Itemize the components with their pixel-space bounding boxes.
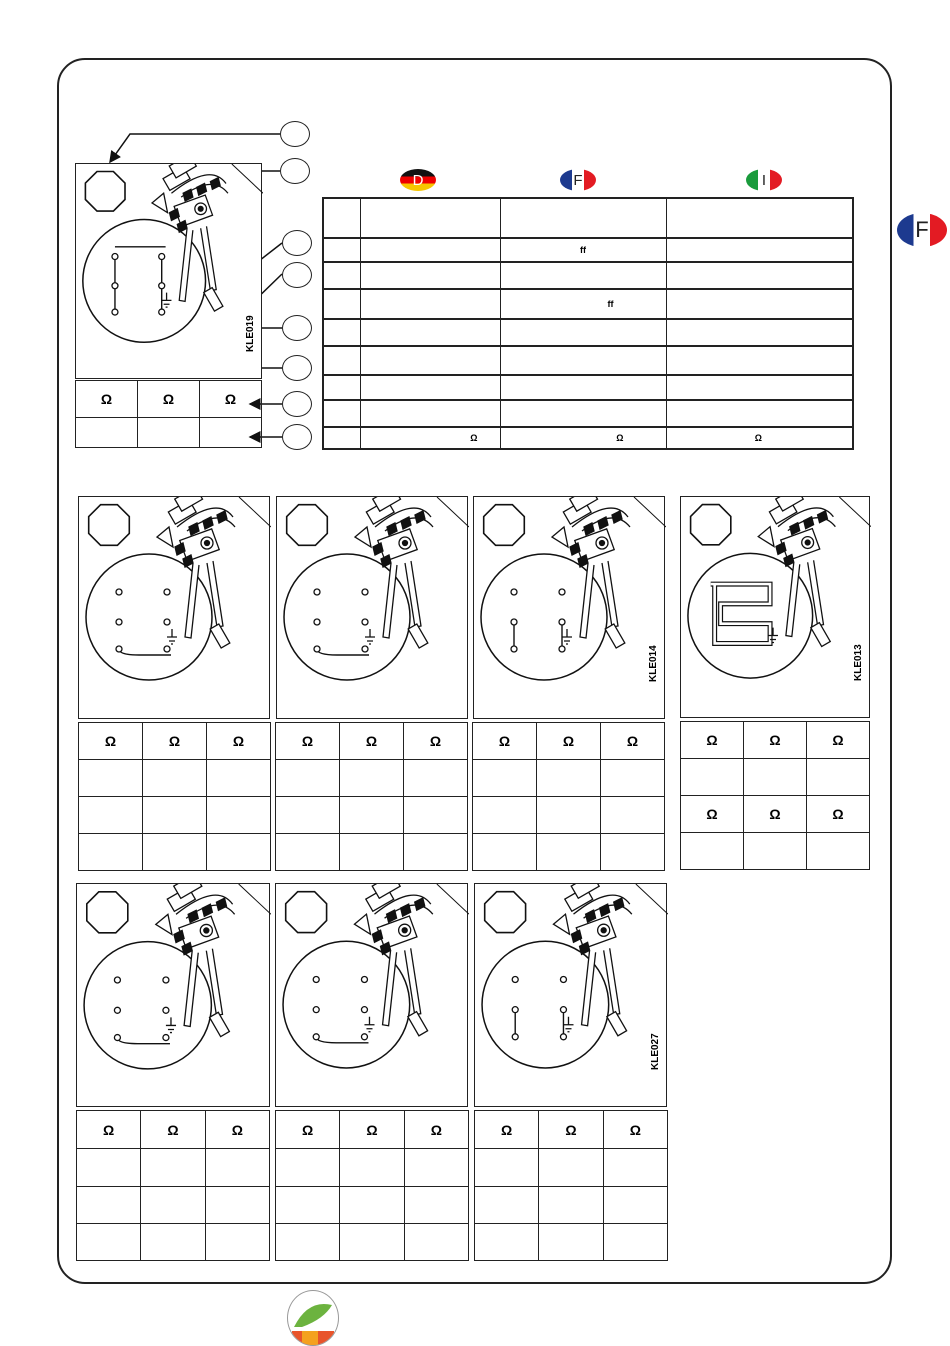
ohm-value-cell[interactable] — [539, 1224, 603, 1261]
ohm-value-cell[interactable] — [340, 834, 404, 871]
resistance-row — [276, 1187, 469, 1224]
ohm-header-cell: Ω — [404, 1111, 468, 1149]
legend-cell: Ω — [666, 427, 853, 449]
ohm-value-cell[interactable] — [138, 418, 200, 448]
ohm-header-cell: Ω — [404, 723, 468, 760]
ohm-value-cell[interactable] — [744, 833, 807, 870]
switch-diagram — [79, 497, 271, 720]
legend-row — [323, 262, 853, 289]
ohm-value-cell[interactable] — [475, 1224, 539, 1261]
side-flag-label: F — [915, 217, 929, 242]
legend-cell — [500, 400, 666, 427]
ohm-value-cell[interactable] — [473, 834, 537, 871]
resistance-row — [77, 1149, 270, 1187]
resistance-row — [276, 1149, 469, 1187]
resistance-row — [276, 723, 468, 760]
ohm-value-cell[interactable] — [603, 1149, 667, 1187]
legend-cell — [666, 319, 853, 346]
ohm-value-cell[interactable] — [475, 1187, 539, 1224]
resistance-table — [275, 722, 468, 871]
ohm-value-cell[interactable] — [603, 1187, 667, 1224]
legend-cell — [360, 346, 500, 375]
ohm-value-cell[interactable] — [207, 834, 271, 871]
ohm-value-cell[interactable] — [539, 1187, 603, 1224]
resistance-row — [475, 1149, 668, 1187]
ohm-value-cell[interactable] — [207, 797, 271, 834]
resistance-row — [681, 759, 870, 796]
ohm-value-cell[interactable] — [276, 760, 340, 797]
resistance-row — [276, 1224, 469, 1261]
legend-cell — [323, 319, 360, 346]
diagram-panel — [473, 496, 665, 719]
resistance-row — [79, 834, 271, 871]
resistance-row — [276, 1111, 469, 1149]
ohm-value-cell[interactable] — [340, 797, 404, 834]
ohm-value-cell[interactable] — [205, 1224, 269, 1261]
ohm-value-cell[interactable] — [601, 834, 665, 871]
diagram-panel — [275, 883, 468, 1107]
resistance-row — [681, 722, 870, 759]
legend-cell — [500, 375, 666, 400]
diagram-panel — [276, 496, 468, 719]
legend-row — [323, 238, 853, 262]
ohm-header-cell: Ω — [603, 1111, 667, 1149]
ohm-value-cell[interactable] — [276, 1149, 340, 1187]
resistance-row — [475, 1187, 668, 1224]
legend-cell — [323, 400, 360, 427]
ohm-header-cell: Ω — [475, 1111, 539, 1149]
ohm-value-cell[interactable] — [76, 418, 138, 448]
ohm-value-cell[interactable] — [276, 834, 340, 871]
ohm-value-cell[interactable] — [601, 760, 665, 797]
legend-cell — [666, 262, 853, 289]
legend-cell — [360, 319, 500, 346]
ohm-header-cell: Ω — [207, 723, 271, 760]
resistance-row — [77, 1224, 270, 1261]
part-code-label: KLE019 — [245, 315, 256, 352]
ohm-value-cell[interactable] — [603, 1224, 667, 1261]
switch-diagram — [276, 884, 469, 1108]
ohm-value-cell[interactable] — [340, 760, 404, 797]
ohm-header-cell: Ω — [681, 796, 744, 833]
legend-cell — [323, 238, 360, 262]
ohm-value-cell[interactable] — [141, 1224, 205, 1261]
resistance-row — [681, 833, 870, 870]
ohm-value-cell[interactable] — [404, 1187, 468, 1224]
ohm-value-cell[interactable] — [340, 1149, 404, 1187]
resistance-row — [79, 760, 271, 797]
ohm-value-cell[interactable] — [79, 797, 143, 834]
ohm-value-cell[interactable] — [200, 418, 262, 448]
legend-cell — [666, 346, 853, 375]
resistance-row — [276, 797, 468, 834]
resistance-row — [76, 381, 262, 418]
ohm-value-cell[interactable] — [77, 1224, 141, 1261]
ohm-header-cell: Ω — [141, 1111, 205, 1149]
ohm-value-cell[interactable] — [537, 760, 601, 797]
ohm-value-cell[interactable] — [807, 759, 870, 796]
legend-cell — [666, 238, 853, 262]
switch-diagram — [681, 497, 871, 719]
legend-row — [323, 319, 853, 346]
legend-cell — [666, 198, 853, 238]
legend-cell — [360, 238, 500, 262]
ohm-value-cell[interactable] — [475, 1149, 539, 1187]
ohm-header-cell: Ω — [143, 723, 207, 760]
legend-row — [323, 375, 853, 400]
ohm-header-cell: Ω — [539, 1111, 603, 1149]
resistance-row — [276, 760, 468, 797]
ohm-value-cell[interactable] — [143, 760, 207, 797]
ohm-value-cell[interactable] — [404, 1149, 468, 1187]
resistance-row — [79, 797, 271, 834]
ohm-value-cell[interactable] — [807, 833, 870, 870]
legend-cell — [323, 198, 360, 238]
part-code-label: KLE014 — [648, 645, 659, 682]
ohm-value-cell[interactable] — [276, 1224, 340, 1261]
ohm-value-cell[interactable] — [340, 1187, 404, 1224]
flag-label: I — [761, 171, 767, 189]
ohm-value-cell[interactable] — [681, 833, 744, 870]
side-flag-fr-icon — [897, 213, 947, 247]
resistance-row — [473, 834, 665, 871]
ohm-header-cell: Ω — [681, 722, 744, 759]
legend-cell: Ω — [360, 427, 500, 449]
resistance-row — [681, 796, 870, 833]
part-code-label: KLE013 — [853, 644, 864, 681]
resistance-row — [276, 834, 468, 871]
ohm-header-cell: Ω — [473, 723, 537, 760]
legend-cell — [666, 375, 853, 400]
ohm-value-cell[interactable] — [681, 759, 744, 796]
resistance-row — [79, 723, 271, 760]
ohm-value-cell[interactable] — [207, 760, 271, 797]
ohm-header-cell: Ω — [276, 723, 340, 760]
ohm-value-cell[interactable] — [205, 1187, 269, 1224]
resistance-row — [473, 797, 665, 834]
legend-cell — [360, 289, 500, 319]
ohm-value-cell[interactable] — [473, 797, 537, 834]
ohm-value-cell[interactable] — [340, 1224, 404, 1261]
ohm-header-cell: Ω — [601, 723, 665, 760]
ohm-value-cell[interactable] — [143, 797, 207, 834]
ohm-value-cell[interactable] — [205, 1149, 269, 1187]
legend-cell — [323, 427, 360, 449]
ohm-header-cell: Ω — [79, 723, 143, 760]
ohm-value-cell[interactable] — [404, 760, 468, 797]
legend-cell — [500, 262, 666, 289]
ohm-value-cell[interactable] — [601, 797, 665, 834]
ohm-value-cell[interactable] — [537, 797, 601, 834]
legend-cell — [360, 400, 500, 427]
ohm-value-cell[interactable] — [537, 834, 601, 871]
legend-row — [323, 346, 853, 375]
resistance-row — [77, 1111, 270, 1149]
flag-de-icon — [400, 169, 436, 191]
ohm-value-cell[interactable] — [276, 1187, 340, 1224]
legend-table — [322, 197, 854, 450]
resistance-row — [475, 1111, 668, 1149]
diagram-panel — [78, 496, 270, 719]
ohm-value-cell[interactable] — [276, 797, 340, 834]
ohm-header-cell: Ω — [76, 381, 138, 418]
resistance-table — [474, 1110, 668, 1261]
switch-diagram — [76, 164, 263, 380]
legend-row — [323, 289, 853, 319]
part-code-label: KLE027 — [650, 1033, 661, 1070]
ohm-value-cell[interactable] — [79, 760, 143, 797]
legend-cell — [323, 375, 360, 400]
resistance-row — [77, 1187, 270, 1224]
ohm-value-cell[interactable] — [77, 1149, 141, 1187]
ohm-value-cell[interactable] — [404, 1224, 468, 1261]
ohm-header-cell: Ω — [807, 796, 870, 833]
legend-cell — [500, 346, 666, 375]
resistance-row — [475, 1224, 668, 1261]
legend-cell — [323, 346, 360, 375]
ohm-value-cell[interactable] — [141, 1149, 205, 1187]
ohm-header-cell: Ω — [276, 1111, 340, 1149]
diagram-panel — [680, 496, 870, 718]
resistance-table — [680, 721, 870, 870]
legend-cell — [666, 400, 853, 427]
flag-label: D — [412, 171, 424, 189]
ohm-header-cell: Ω — [77, 1111, 141, 1149]
resistance-row — [473, 723, 665, 760]
resistance-row — [473, 760, 665, 797]
ohm-value-cell[interactable] — [143, 834, 207, 871]
ohm-header-cell: Ω — [340, 1111, 404, 1149]
legend-cell: ff — [500, 289, 666, 319]
resistance-row — [76, 418, 262, 448]
resistance-table — [275, 1110, 469, 1261]
ohm-value-cell[interactable] — [141, 1187, 205, 1224]
switch-diagram — [77, 884, 271, 1108]
ohm-value-cell[interactable] — [79, 834, 143, 871]
ohm-header-cell: Ω — [537, 723, 601, 760]
resistance-table — [76, 1110, 270, 1261]
ohm-header-cell: Ω — [205, 1111, 269, 1149]
legend-cell — [323, 262, 360, 289]
legend-cell: Ω — [500, 427, 666, 449]
resistance-table — [78, 722, 271, 871]
flag-fr-icon — [560, 169, 596, 191]
diagram-panel — [474, 883, 667, 1107]
switch-diagram — [277, 497, 469, 720]
legend-cell — [360, 198, 500, 238]
legend-row — [323, 198, 853, 238]
resistance-table — [472, 722, 665, 871]
flag-label: F — [573, 171, 583, 189]
legend-row — [323, 427, 853, 449]
legend-cell — [360, 375, 500, 400]
legend-row — [323, 400, 853, 427]
diagram-panel — [76, 883, 270, 1107]
ohm-header-cell: Ω — [340, 723, 404, 760]
ohm-value-cell[interactable] — [473, 760, 537, 797]
ohm-header-cell: Ω — [744, 722, 807, 759]
switch-diagram — [474, 497, 666, 720]
ohm-value-cell[interactable] — [404, 797, 468, 834]
legend-cell — [666, 289, 853, 319]
flag-it-icon — [746, 169, 782, 191]
ohm-value-cell[interactable] — [404, 834, 468, 871]
legend-cell — [323, 289, 360, 319]
ohm-header-cell: Ω — [200, 381, 262, 418]
ohm-header-cell: Ω — [138, 381, 200, 418]
legend-cell: ff — [500, 238, 666, 262]
brand-logo — [287, 1290, 339, 1346]
ohm-header-cell: Ω — [744, 796, 807, 833]
ohm-value-cell[interactable] — [539, 1149, 603, 1187]
ohm-value-cell[interactable] — [744, 759, 807, 796]
legend-cell — [500, 198, 666, 238]
diagram-panel — [75, 163, 262, 379]
legend-cell — [360, 262, 500, 289]
switch-diagram — [475, 884, 668, 1108]
ohm-header-cell: Ω — [807, 722, 870, 759]
resistance-table — [75, 380, 262, 448]
legend-cell — [500, 319, 666, 346]
ohm-value-cell[interactable] — [77, 1187, 141, 1224]
